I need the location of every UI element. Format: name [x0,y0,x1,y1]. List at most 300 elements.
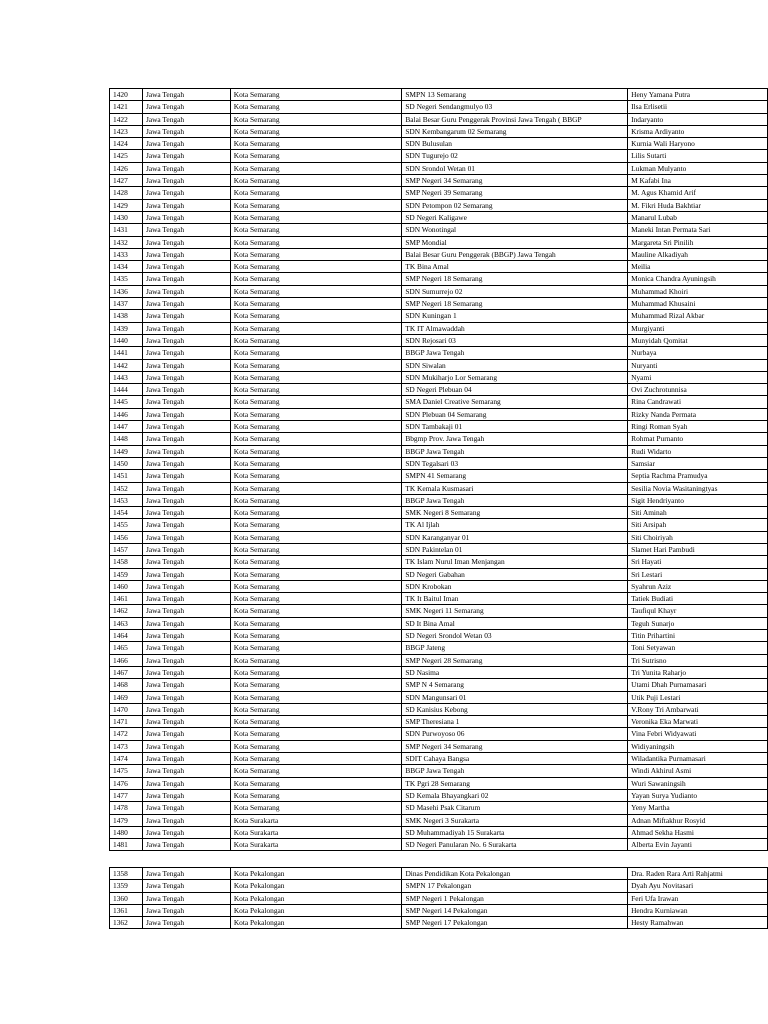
cell-name: Rohmat Purnanto [628,433,768,445]
table-row [110,371,768,383]
cell-province: Jawa Tengah [142,642,230,654]
table-row [110,716,768,728]
cell-city: Kota Semarang [230,187,402,199]
cell-number: 1467 [110,666,143,678]
cell-institution: SDN Wonotingal [402,224,628,236]
cell-institution: SD Nasima [402,666,628,678]
cell-province: Jawa Tengah [142,187,230,199]
cell-institution: Balai Besar Guru Penggerak Provinsi Jawa Tengah ( BBGP [402,113,628,125]
table-row [110,236,768,248]
cell-number: 1466 [110,654,143,666]
cell-city: Kota Semarang [230,199,402,211]
cell-city: Kota Semarang [230,543,402,555]
cell-province: Jawa Tengah [142,593,230,605]
cell-city: Kota Semarang [230,150,402,162]
cell-city: Kota Semarang [230,531,402,543]
cell-city: Kota Semarang [230,765,402,777]
cell-city: Kota Semarang [230,261,402,273]
cell-province: Jawa Tengah [142,630,230,642]
table-row [110,531,768,543]
cell-number: 1470 [110,703,143,715]
cell-name: Septia Rachma Pramudya [628,470,768,482]
cell-number: 1358 [110,868,143,880]
cell-province: Jawa Tengah [142,568,230,580]
table-row [110,543,768,555]
cell-city: Kota Semarang [230,679,402,691]
cell-province: Jawa Tengah [142,224,230,236]
table-row [110,261,768,273]
cell-number: 1449 [110,445,143,457]
cell-province: Jawa Tengah [142,310,230,322]
table-row [110,593,768,605]
cell-province: Jawa Tengah [142,543,230,555]
cell-city: Kota Semarang [230,716,402,728]
cell-city: Kota Semarang [230,580,402,592]
cell-province: Jawa Tengah [142,617,230,629]
cell-number: 1420 [110,89,143,101]
cell-name: Siti Arsipah [628,519,768,531]
cell-city: Kota Pekalongan [230,904,402,916]
cell-city: Kota Semarang [230,507,402,519]
cell-name: Hesty Ramahwan [628,917,768,929]
cell-province: Jawa Tengah [142,236,230,248]
cell-province: Jawa Tengah [142,199,230,211]
cell-province: Jawa Tengah [142,740,230,752]
cell-institution: SMP Negeri 34 Semarang [402,740,628,752]
cell-name: Samsiar [628,457,768,469]
table-row [110,89,768,101]
cell-name: Lukman Mulyanto [628,162,768,174]
cell-province: Jawa Tengah [142,728,230,740]
cell-name: Taufiqul Khayr [628,605,768,617]
cell-number: 1454 [110,507,143,519]
cell-institution: SDN Rejosari 03 [402,334,628,346]
cell-institution: BBGP Jawa Tengah [402,445,628,457]
cell-name: Rudi Widarto [628,445,768,457]
cell-name: Sri Hayati [628,556,768,568]
cell-number: 1443 [110,371,143,383]
cell-institution: SMK Negeri 11 Semarang [402,605,628,617]
cell-city: Kota Semarang [230,777,402,789]
cell-institution: SDN Purwoyoso 06 [402,728,628,740]
cell-number: 1444 [110,384,143,396]
cell-city: Kota Pekalongan [230,892,402,904]
table-row [110,765,768,777]
cell-name: Tri Yunita Raharjo [628,666,768,678]
table-row [110,408,768,420]
cell-name: Ovi Zuchrotunnisa [628,384,768,396]
cell-institution: SMP Negeri 34 Semarang [402,175,628,187]
cell-city: Kota Semarang [230,482,402,494]
cell-institution: SD Negeri Plebuan 04 [402,384,628,396]
table-row [110,445,768,457]
cell-province: Jawa Tengah [142,765,230,777]
cell-city: Kota Semarang [230,605,402,617]
cell-province: Jawa Tengah [142,384,230,396]
cell-institution: SMP Negeri 1 Pekalongan [402,892,628,904]
cell-name: Krisma Ardiyanto [628,125,768,137]
cell-city: Kota Semarang [230,310,402,322]
table-row [110,273,768,285]
cell-city: Kota Semarang [230,519,402,531]
cell-institution: TK Bina Amal [402,261,628,273]
cell-province: Jawa Tengah [142,904,230,916]
cell-number: 1480 [110,826,143,838]
cell-number: 1460 [110,580,143,592]
table-row [110,703,768,715]
cell-name: Slamet Hari Pambudi [628,543,768,555]
cell-name: Titin Prihartini [628,630,768,642]
cell-number: 1457 [110,543,143,555]
cell-city: Kota Semarang [230,322,402,334]
cell-institution: Dinas Pendidikan Kota Pekalongan [402,868,628,880]
cell-province: Jawa Tengah [142,261,230,273]
cell-number: 1438 [110,310,143,322]
cell-number: 1474 [110,753,143,765]
cell-city: Kota Pekalongan [230,917,402,929]
cell-city: Kota Semarang [230,617,402,629]
cell-institution: SMP Negeri 14 Pekalongan [402,904,628,916]
cell-institution: TK Al Ijlah [402,519,628,531]
cell-city: Kota Surakarta [230,839,402,851]
cell-name: Nyami [628,371,768,383]
cell-city: Kota Semarang [230,224,402,236]
cell-institution: SMP Theresiana 1 [402,716,628,728]
table-row [110,642,768,654]
cell-number: 1455 [110,519,143,531]
cell-name: Utami Dhah Purnamasari [628,679,768,691]
table-row [110,101,768,113]
cell-city: Kota Semarang [230,211,402,223]
cell-city: Kota Semarang [230,285,402,297]
cell-name: Feri Ufa Irawan [628,892,768,904]
cell-province: Jawa Tengah [142,703,230,715]
cell-province: Jawa Tengah [142,470,230,482]
cell-city: Kota Semarang [230,334,402,346]
cell-city: Kota Semarang [230,384,402,396]
cell-name: Ilsa Erlisetii [628,101,768,113]
cell-name: Dra. Raden Rara Arti Rahjatmi [628,868,768,880]
table-row [110,630,768,642]
table-row [110,605,768,617]
cell-province: Jawa Tengah [142,482,230,494]
cell-province: Jawa Tengah [142,285,230,297]
table-row [110,482,768,494]
table-row [110,580,768,592]
cell-city: Kota Semarang [230,371,402,383]
cell-city: Kota Semarang [230,396,402,408]
cell-province: Jawa Tengah [142,138,230,150]
cell-number: 1439 [110,322,143,334]
cell-number: 1479 [110,814,143,826]
cell-name: Nuryanti [628,359,768,371]
cell-number: 1433 [110,248,143,260]
cell-name: Muhammad Khusaini [628,298,768,310]
table-row [110,691,768,703]
table-row [110,224,768,236]
cell-city: Kota Semarang [230,494,402,506]
cell-institution: SDN Petompon 02 Semarang [402,199,628,211]
cell-institution: SMPN 17 Pekalongan [402,880,628,892]
cell-province: Jawa Tengah [142,433,230,445]
cell-province: Jawa Tengah [142,371,230,383]
cell-city: Kota Semarang [230,654,402,666]
cell-institution: BBGP Jawa Tengah [402,765,628,777]
cell-province: Jawa Tengah [142,298,230,310]
cell-number: 1434 [110,261,143,273]
table-row [110,654,768,666]
cell-province: Jawa Tengah [142,347,230,359]
table-row [110,814,768,826]
cell-institution: SMP Negeri 28 Semarang [402,654,628,666]
cell-name: Yayan Surya Yudianto [628,789,768,801]
cell-province: Jawa Tengah [142,666,230,678]
cell-name: M. Fikri Huda Bakhtiar [628,199,768,211]
cell-province: Jawa Tengah [142,880,230,892]
table-row [110,285,768,297]
cell-name: Rina Candrawati [628,396,768,408]
cell-institution: SMP Negeri 39 Semarang [402,187,628,199]
cell-province: Jawa Tengah [142,334,230,346]
cell-number: 1425 [110,150,143,162]
cell-province: Jawa Tengah [142,519,230,531]
table-row [110,802,768,814]
table-row [110,298,768,310]
cell-name: Toni Setyawan [628,642,768,654]
table-row [110,162,768,174]
cell-name: Windi Akhirul Asmi [628,765,768,777]
cell-number: 1453 [110,494,143,506]
cell-city: Kota Semarang [230,421,402,433]
cell-name: Kurnia Wali Haryono [628,138,768,150]
cell-city: Kota Semarang [230,593,402,605]
cell-city: Kota Semarang [230,556,402,568]
cell-institution: SDN Plebuan 04 Semarang [402,408,628,420]
table-row [110,248,768,260]
cell-province: Jawa Tengah [142,359,230,371]
cell-province: Jawa Tengah [142,556,230,568]
cell-city: Kota Semarang [230,703,402,715]
records-table-1 [109,88,768,851]
table-row [110,917,768,929]
cell-institution: SD It Bina Amal [402,617,628,629]
cell-city: Kota Semarang [230,457,402,469]
cell-city: Kota Semarang [230,568,402,580]
cell-city: Kota Surakarta [230,814,402,826]
cell-institution: SMK Negeri 8 Semarang [402,507,628,519]
cell-province: Jawa Tengah [142,175,230,187]
cell-city: Kota Pekalongan [230,868,402,880]
cell-name: M. Agus Khamid Arif [628,187,768,199]
cell-province: Jawa Tengah [142,679,230,691]
cell-institution: BBGP Jawa Tengah [402,494,628,506]
table-row [110,556,768,568]
cell-name: Wiladantika Purnamasari [628,753,768,765]
cell-name: Dyah Ayu Novitasari [628,880,768,892]
cell-name: Widiyaningsih [628,740,768,752]
cell-city: Kota Semarang [230,273,402,285]
cell-city: Kota Semarang [230,691,402,703]
cell-number: 1463 [110,617,143,629]
cell-province: Jawa Tengah [142,150,230,162]
cell-province: Jawa Tengah [142,162,230,174]
cell-city: Kota Semarang [230,175,402,187]
cell-number: 1448 [110,433,143,445]
table-row [110,904,768,916]
cell-city: Kota Semarang [230,359,402,371]
cell-institution: SDN Siwalan [402,359,628,371]
cell-name: Siti Choiriyah [628,531,768,543]
cell-city: Kota Semarang [230,89,402,101]
cell-city: Kota Semarang [230,347,402,359]
cell-city: Kota Semarang [230,642,402,654]
cell-city: Kota Semarang [230,125,402,137]
cell-city: Kota Semarang [230,162,402,174]
table-row [110,433,768,445]
cell-institution: TK It Baitul Iman [402,593,628,605]
cell-name: Indaryanto [628,113,768,125]
cell-name: Veronika Eka Marwati [628,716,768,728]
cell-institution: SD Negeri Srondol Wetan 03 [402,630,628,642]
cell-number: 1429 [110,199,143,211]
table-row [110,839,768,851]
cell-city: Kota Semarang [230,408,402,420]
cell-province: Jawa Tengah [142,868,230,880]
cell-number: 1469 [110,691,143,703]
cell-institution: SD Negeri Gabahan [402,568,628,580]
cell-province: Jawa Tengah [142,408,230,420]
cell-institution: Balai Besar Guru Penggerak (BBGP) Jawa Tengah [402,248,628,260]
cell-name: V.Rony Tri Ambarwati [628,703,768,715]
cell-province: Jawa Tengah [142,716,230,728]
table-row [110,421,768,433]
table-row [110,211,768,223]
cell-institution: SDN Tegalsari 03 [402,457,628,469]
cell-name: Sri Lestari [628,568,768,580]
cell-number: 1426 [110,162,143,174]
table-row [110,679,768,691]
cell-institution: SMP Negeri 17 Pekalongan [402,917,628,929]
cell-name: Munyidah Qomitat [628,334,768,346]
cell-name: Murgiyanti [628,322,768,334]
cell-institution: SDN Srondol Wetan 01 [402,162,628,174]
table-row [110,187,768,199]
table-row [110,470,768,482]
table-row [110,175,768,187]
cell-province: Jawa Tengah [142,211,230,223]
table-row [110,494,768,506]
cell-number: 1465 [110,642,143,654]
cell-institution: Bbgmp Prov. Jawa Tengah [402,433,628,445]
table-row [110,753,768,765]
cell-province: Jawa Tengah [142,777,230,789]
table-row [110,310,768,322]
cell-name: Teguh Sunarjo [628,617,768,629]
table-row [110,347,768,359]
cell-province: Jawa Tengah [142,273,230,285]
cell-institution: SDN Kembangarum 02 Semarang [402,125,628,137]
cell-name: Mauline Alkadiyah [628,248,768,260]
table-row [110,880,768,892]
cell-province: Jawa Tengah [142,691,230,703]
table-row [110,777,768,789]
cell-number: 1362 [110,917,143,929]
cell-province: Jawa Tengah [142,814,230,826]
cell-institution: SDN Pakintelan 01 [402,543,628,555]
cell-number: 1462 [110,605,143,617]
cell-province: Jawa Tengah [142,113,230,125]
cell-province: Jawa Tengah [142,654,230,666]
cell-institution: SDN Bulusulan [402,138,628,150]
cell-number: 1478 [110,802,143,814]
cell-institution: SDN Karanganyar 01 [402,531,628,543]
cell-number: 1427 [110,175,143,187]
cell-name: Vina Febri Widyawati [628,728,768,740]
cell-province: Jawa Tengah [142,125,230,137]
table-row [110,396,768,408]
cell-institution: SDN Krobokan [402,580,628,592]
cell-institution: SMP Negeri 18 Semarang [402,273,628,285]
cell-name: Syahrun Aziz [628,580,768,592]
cell-name: Heny Yamana Putra [628,89,768,101]
cell-institution: SD Negeri Sendangmulyo 03 [402,101,628,113]
table-row [110,728,768,740]
cell-institution: BBGP Jawa Tengah [402,347,628,359]
cell-institution: SMK Negeri 3 Surakarta [402,814,628,826]
cell-name: Muhammad Khoiri [628,285,768,297]
cell-name: Meilia [628,261,768,273]
cell-number: 1471 [110,716,143,728]
cell-institution: SMA Daniel Creative Semarang [402,396,628,408]
records-table-2-body [110,868,768,929]
cell-number: 1472 [110,728,143,740]
cell-number: 1446 [110,408,143,420]
cell-institution: SD Kanisius Kebong [402,703,628,715]
cell-province: Jawa Tengah [142,789,230,801]
cell-name: Utik Puji Lestari [628,691,768,703]
cell-province: Jawa Tengah [142,507,230,519]
cell-number: 1476 [110,777,143,789]
cell-number: 1431 [110,224,143,236]
cell-institution: BBGP Jateng [402,642,628,654]
cell-name: Alberta Evin Jayanti [628,839,768,851]
cell-number: 1360 [110,892,143,904]
table-row [110,892,768,904]
cell-number: 1477 [110,789,143,801]
cell-number: 1452 [110,482,143,494]
cell-institution: SMP Mondial [402,236,628,248]
cell-name: Lilis Sutarti [628,150,768,162]
cell-institution: TK IT Almawaddah [402,322,628,334]
cell-number: 1424 [110,138,143,150]
cell-city: Kota Semarang [230,101,402,113]
cell-number: 1451 [110,470,143,482]
cell-number: 1440 [110,334,143,346]
cell-name: Tri Sutrisno [628,654,768,666]
cell-number: 1445 [110,396,143,408]
cell-province: Jawa Tengah [142,421,230,433]
table-row [110,507,768,519]
cell-number: 1421 [110,101,143,113]
cell-number: 1464 [110,630,143,642]
cell-city: Kota Semarang [230,236,402,248]
cell-name: Nurbaya [628,347,768,359]
cell-number: 1430 [110,211,143,223]
cell-province: Jawa Tengah [142,802,230,814]
records-table-2 [109,867,768,929]
cell-city: Kota Semarang [230,789,402,801]
cell-province: Jawa Tengah [142,445,230,457]
